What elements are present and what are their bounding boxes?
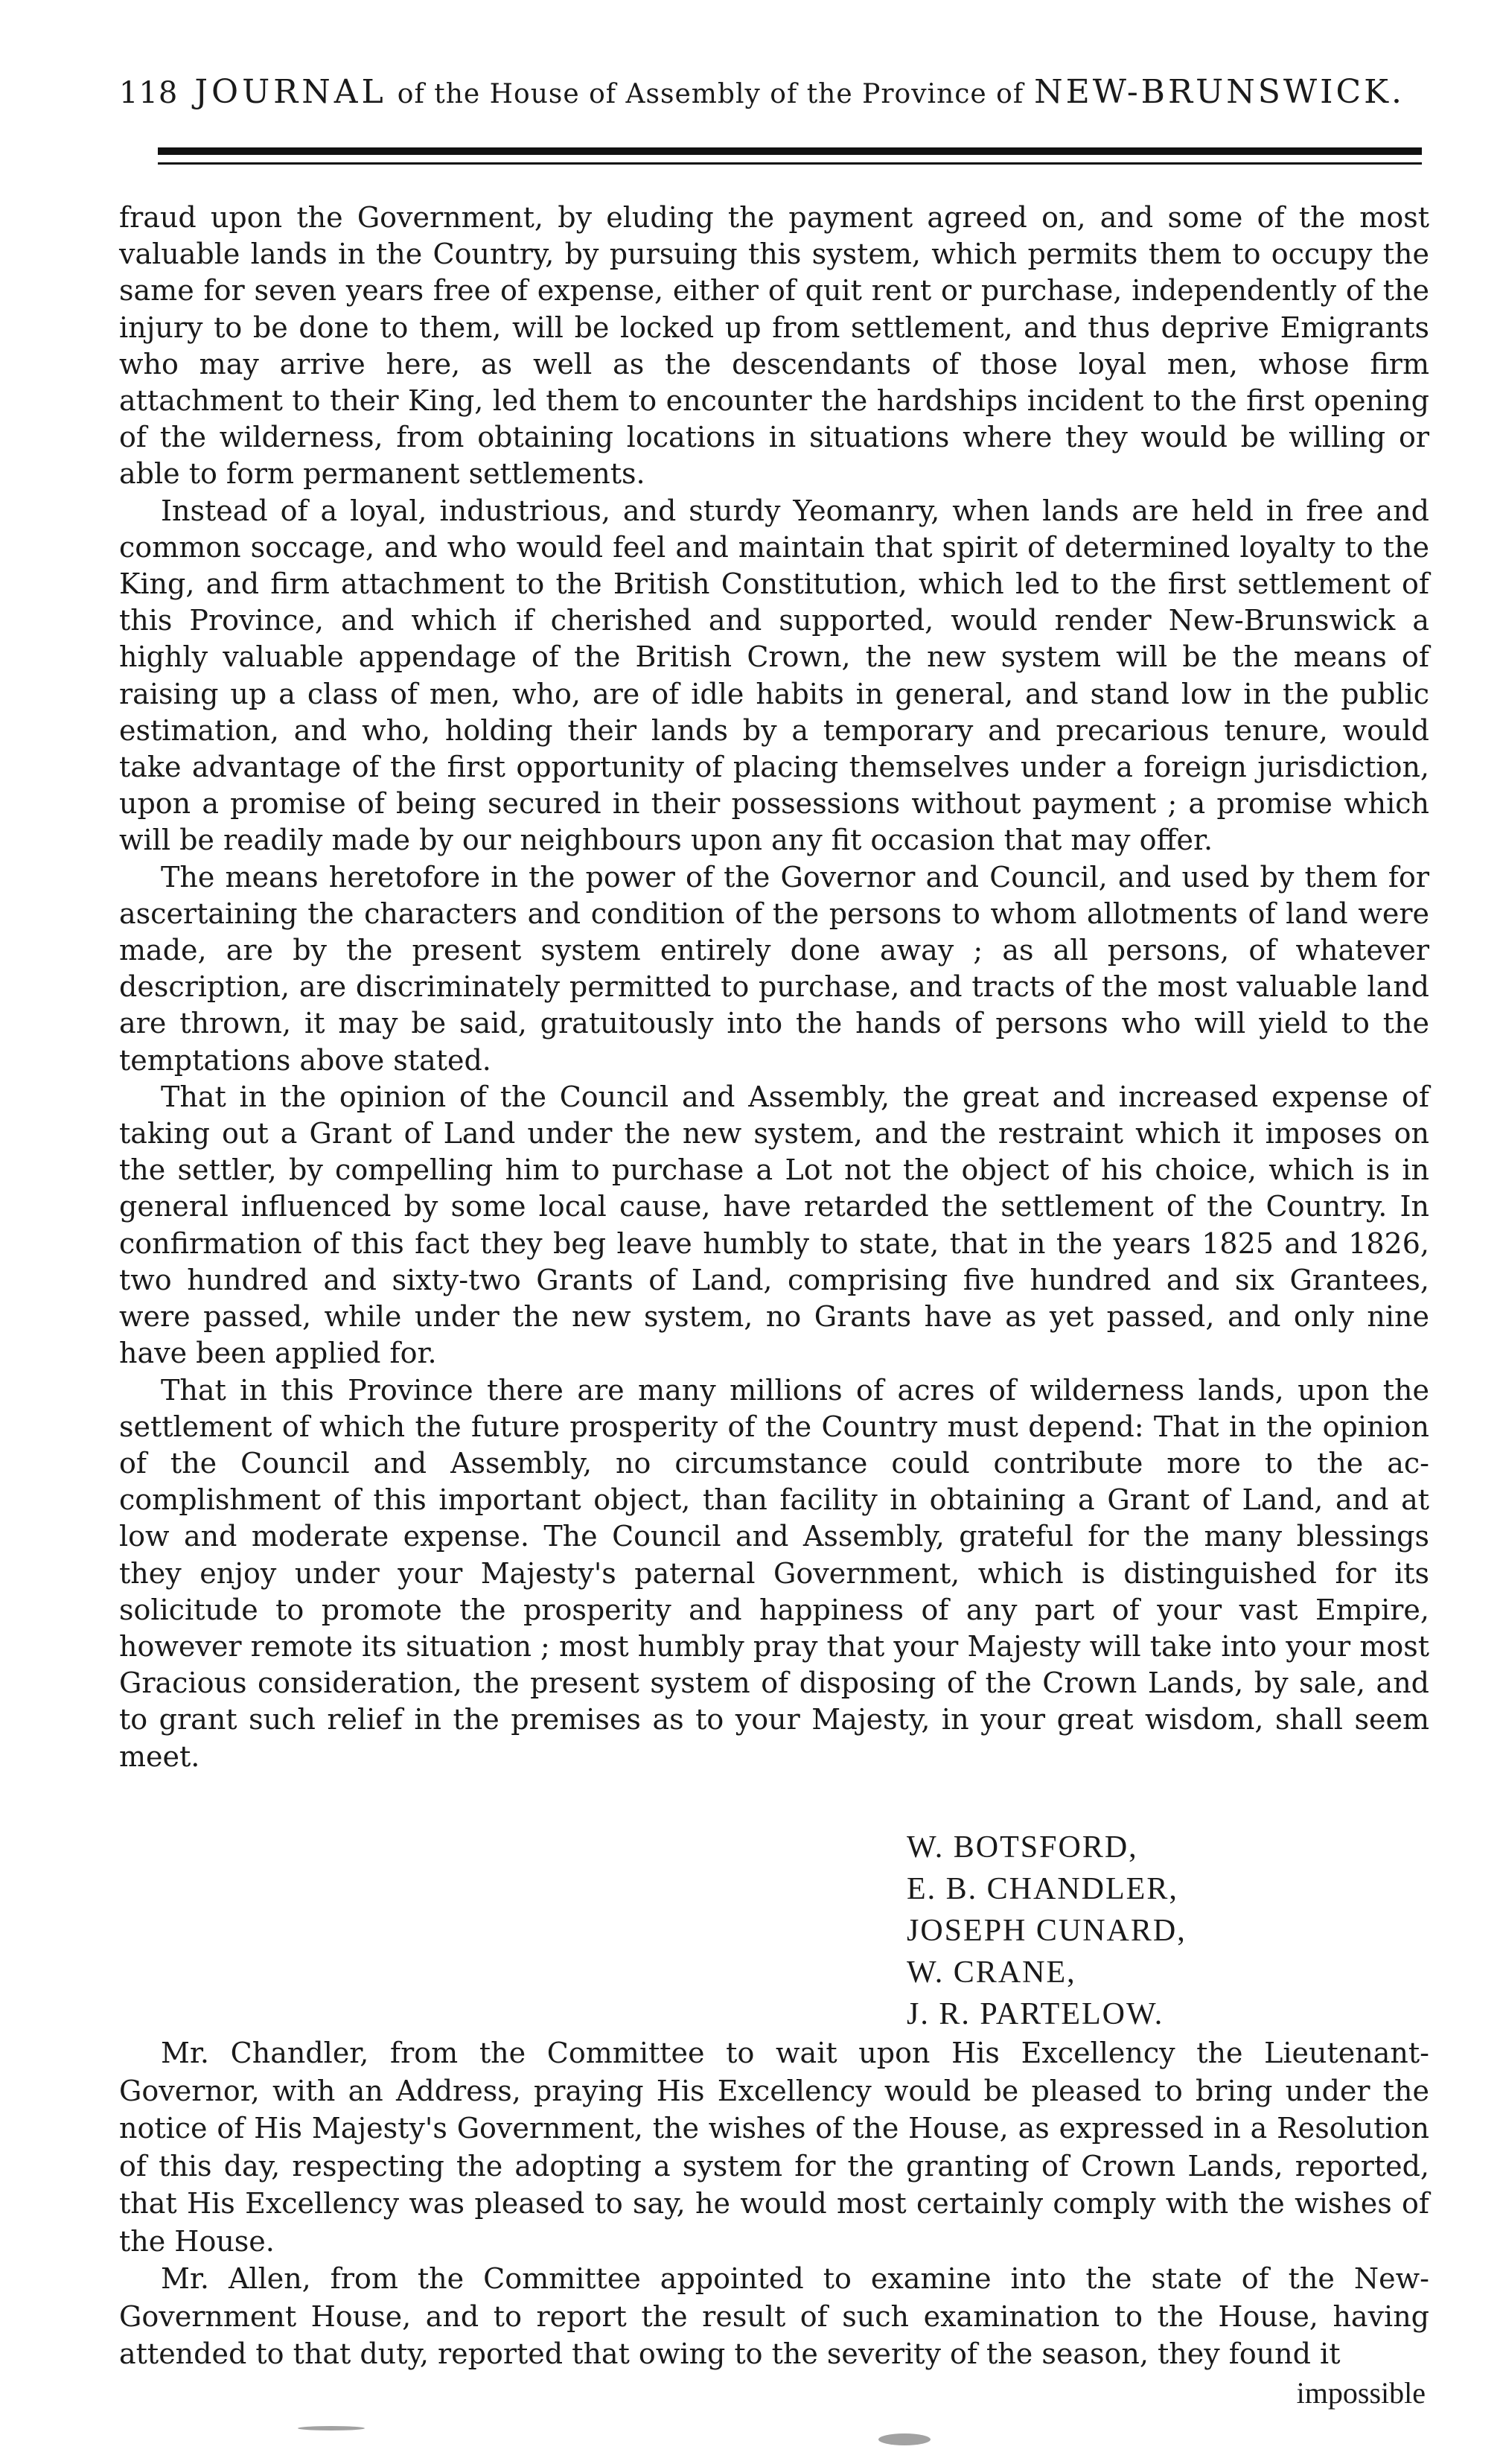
journal-title: JOURNAL (194, 73, 387, 111)
signature-chandler: E. B. CHANDLER, (907, 1872, 1178, 1906)
catchword: impossible (1296, 2376, 1426, 2410)
paragraph-yeomanry: Instead of a loyal, industrious, and sturdy Yeomanry, when lands are held in free and common soccage, and who would feel and maintain that spirit of determined loyalty to the King, and firm attachment to the British Constitution, which led to the first settlement of this Province, and which if cherished and supported, would render New-Brunswick a highly valuable appendage of the British Crown, the new system will be the means of raising up a class of men, who, are of idle habits in general, and stand low in the public estimation, and who, holding their lands by a temporary and precarious tenure, would take advantage of the first opportunity of placing themselves under a foreign jurisdiction, upon a promise of being secured in their possessions without payment ; a promise which will be readily made by our neighbours upon any fit occasion that may offer. (119, 494, 1429, 857)
signature-cunard: JOSEPH CUNARD, (907, 1914, 1187, 1948)
province-name: NEW-BRUNSWICK. (1034, 73, 1405, 111)
ink-smudge (298, 2426, 365, 2430)
paragraph-chandler-report: Mr. Chandler, from the Committee to wait upon His Excellency the Lieutenant-Governor, with an Address, praying His Excellency would be pleased to bring under the notice of His Majesty's Government, the wishes of the House, as expressed in a Resolution of this day, respecting the adopting a system for the granting of Crown Lands, reported, that His Excellency was pleased to say, he would most certainly comply with the wishes of the House. (119, 2037, 1429, 2258)
paragraph-allen-report: Mr. Allen, from the Committee appointed to examine into the state of the New-Government House, and to report the result of such examination to the House, having attended to that duty, reported that owing to the severity of the season, they found it (119, 2262, 1429, 2370)
paragraph-continuation: fraud upon the Government, by eluding the payment agreed on, and some of the most valuable lands in the Country, by pursuing this system, which permits them to occupy the same for seven years free of expense, either of quit rent or purchase, independently of the injury to be done to them, will be locked up from settlement, and thus deprive Emigrants who may arrive here, as well as the descendants of those loyal men, whose firm attachment to their King, led them to encounter the hardships incident to the first opening of the wilderness, from obtaining locations in situations where they would be willing or able to form permanent settlements. (119, 201, 1429, 491)
header-rule-thin (158, 162, 1422, 165)
journal-subtitle: of the House of Assembly of the Province of (397, 79, 1024, 109)
signature-botsford: W. BOTSFORD, (907, 1830, 1138, 1865)
header-rule-thick (158, 147, 1422, 155)
ink-blot (878, 2433, 931, 2445)
body-text (119, 200, 1429, 1775)
paragraph-grant-expense: That in the opinion of the Council and Assembly, the great and increased expense of taking out a Grant of Land under the new system, and the restraint which it imposes on the settler, by compelling him to purchase a Lot not the object of his choice, which is in general influenced by some local cause, have retarded the settlement of the Country. In confirmation of this fact they beg leave humbly to state, that in the years 1825 and 1826, two hundred and sixty-two Grants of Land, comprising five hundred and six Grantees, were passed, while under the new system, no Grants have as yet passed, and only nine have been applied for. (119, 1080, 1429, 1370)
running-head (119, 73, 1429, 111)
signature-partelow: J. R. PARTELOW. (907, 1997, 1164, 2031)
page-number: 118 (119, 76, 179, 110)
proceedings-text (119, 2034, 1429, 2373)
signature-block (907, 1827, 1187, 2035)
signature-crane: W. CRANE, (907, 1955, 1076, 1990)
paragraph-prayer: That in this Province there are many millions of acres of wilderness lands, upon the settlement of which the future prosperity of the Country must depend: That in the opinion of the Council and Assembly, no circumstance could contribute more to the accomplishment of this important object, than facility in obtaining a Grant of Land, and at low and moderate expense. The Council and Assembly, grateful for the many blessings they enjoy under your Majesty's paternal Government, which is distinguished for its solicitude to promote the prosperity and happiness of any part of your vast Empire, however remote its situation ; most humbly pray that your Majesty will take into your most Gracious consideration, the present system of disposing of the Crown Lands, by sale, and to grant such relief in the premises as to your Majesty, in your great wisdom, shall seem meet. (119, 1373, 1429, 1773)
paragraph-governor-council: The means heretofore in the power of the Governor and Council, and used by them for ascertaining the characters and condition of the persons to whom allotments of land were made, are by the present system entirely done away ; as all persons, of whatever description, are discriminately permitted to purchase, and tracts of the most valuable land are thrown, it may be said, gratuitously into the hands of persons who will yield to the temptations above stated. (119, 860, 1429, 1077)
